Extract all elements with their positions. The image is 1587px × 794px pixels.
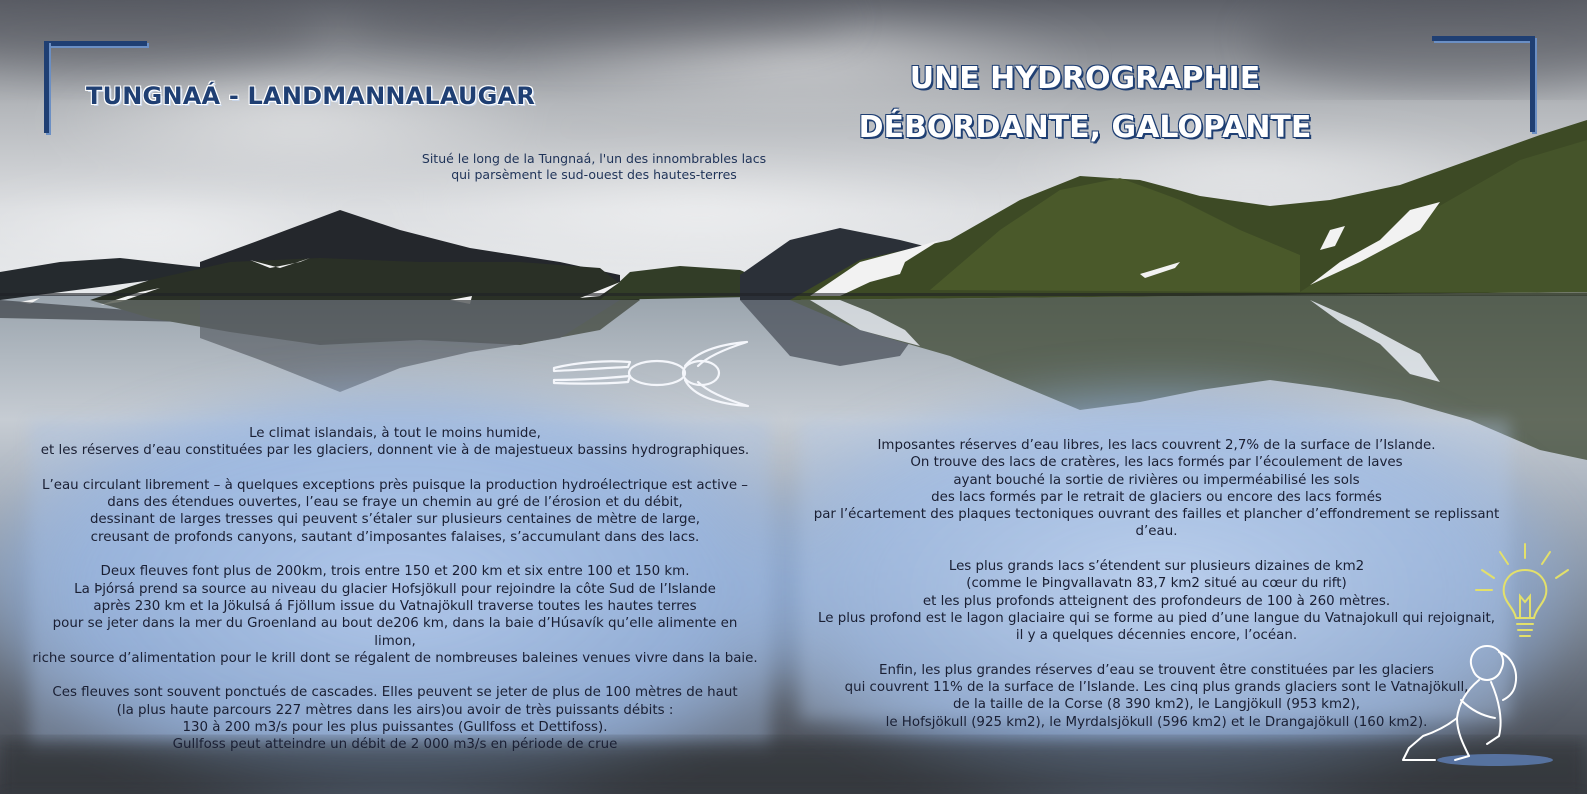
text-line: ayant bouché la sortie de rivières ou imperméabilisé les sols [953, 472, 1360, 488]
text-line: par l’écartement des plaques tectoniques ouvrant des failles et plancher d’effondrement se replissant d’eau. [813, 507, 1500, 540]
text-line: et les réserves d’eau constituées par les glaciers, donnent vie à de majestueux bassins hydrographiques. [40, 443, 750, 459]
paragraph [800, 662, 1513, 731]
text-line: Deux fleuves font plus de 200km, trois entre 150 et 200 km et six entre 100 et 150 km. [100, 564, 690, 580]
text-line: après 230 km et la Jökulsá á Fjöllum issue du Vatnajökull traverse toutes les hautes terres [93, 598, 697, 614]
right-title-line: DÉBORDANTE, GALOPANTE [858, 110, 1312, 145]
paragraph [30, 684, 760, 753]
text-line: La Þjórsá prend sa source au niveau du glacier Hofsjökull pour rejoindre la côte Sud de l’Islande [74, 581, 716, 597]
paragraph [800, 437, 1513, 541]
text-line: qui couvrent 11% de la surface de l’Islande. Les cinq plus grands glaciers sont le Vatnajökull, [844, 680, 1469, 696]
text-line: 130 à 200 m3/s pour les plus puissantes (Gullfoss et Dettifoss). [182, 720, 608, 736]
subtitle-line: qui parsèment le sud-ouest des hautes-terres [451, 167, 737, 182]
text-line: Gullfoss peut atteindre un débit de 2 000 m3/s en période de crue [172, 737, 618, 753]
text-line: Imposantes réserves d’eau libres, les lacs couvrent 2,7% de la surface de l’Islande. [877, 438, 1436, 453]
text-line: (comme le Þingvallavatn 83,7 km2 situé au cœur du rift) [966, 576, 1347, 592]
text-line: et les plus profonds atteignent des profondeurs de 100 à 260 mètres. [922, 593, 1391, 609]
paragraph [30, 425, 760, 460]
text-line: (la plus haute parcours 227 mètres dans les airs)ou avoir de très puissants débits : [116, 702, 674, 718]
text-line: Enfin, les plus grandes réserves d’eau se trouvent être constituées par les glaciers [879, 662, 1434, 678]
text-line: creusant de profonds canyons, sautant d’imposantes falaises, s’accumulant dans des lacs. [90, 529, 700, 545]
left-text-column [30, 425, 760, 771]
text-line: des lacs formés par le retrait de glaciers ou encore des lacs formés [931, 489, 1382, 505]
text-line: L’eau circulant librement – à quelques exceptions près puisque la production hydroélectrique est active – [41, 477, 749, 493]
text-line: Le climat islandais, à tout le moins humide, [249, 426, 541, 441]
paragraph [30, 563, 760, 667]
text-line: Le plus profond est le lagon glaciaire qui se forme au pied d’une langue du Vatnajokull qui rejoignait, [817, 610, 1495, 626]
corner-frame-top-left-vertical [44, 41, 49, 133]
corner-frame-top-right-vertical [1530, 36, 1535, 132]
text-line: pour se jeter dans la mer du Groenland au bout de206 km, dans la baie d’Húsavík qu’elle alimente en limon, [52, 616, 738, 649]
text-line: Ces fleuves sont souvent ponctués de cascades. Elles peuvent se jeter de plus de 100 mètres de haut [52, 685, 738, 701]
corner-frame-top-right-horizontal [1432, 36, 1535, 41]
right-text-column [800, 437, 1513, 748]
paragraph [800, 558, 1513, 644]
left-title: TUNGNAÁ - LANDMANNALAUGAR [86, 82, 535, 110]
text-line: Les plus grands lacs s’étendent sur plusieurs dizaines de km2 [948, 559, 1365, 575]
right-title [840, 54, 1330, 152]
right-title-line: UNE HYDROGRAPHIE [909, 61, 1261, 96]
subtitle-caption [394, 151, 794, 183]
text-line: de la taille de la Corse (8 390 km2), le Langjökull (953 km2), [952, 697, 1360, 713]
text-line: On trouve des lacs de cratères, les lacs formés par l’écoulement de laves [910, 455, 1403, 471]
swimmer-icon [548, 340, 754, 410]
text-line: le Hofsjökull (925 km2), le Myrdalsjökull (596 km2) et le Drangajökull (160 km2). [885, 714, 1428, 730]
text-line: dans des étendues ouvertes, l’eau se fraye un chemin au gré de l’érosion et du débit, [107, 495, 683, 511]
text-line: riche source d’alimentation pour le krill dont se régalent de nombreuses baleines venues vivre dans la baie. [32, 650, 758, 666]
text-line: il y a quelques décennies encore, l’océan. [1015, 628, 1298, 644]
subtitle-line: Situé le long de la Tungnaá, l'un des innombrables lacs [421, 151, 767, 166]
paragraph [30, 477, 760, 546]
corner-frame-top-left-horizontal [44, 41, 147, 46]
text-line: dessinant de larges tresses qui peuvent s’étaler sur plusieurs centaines de mètre de large, [89, 512, 701, 528]
